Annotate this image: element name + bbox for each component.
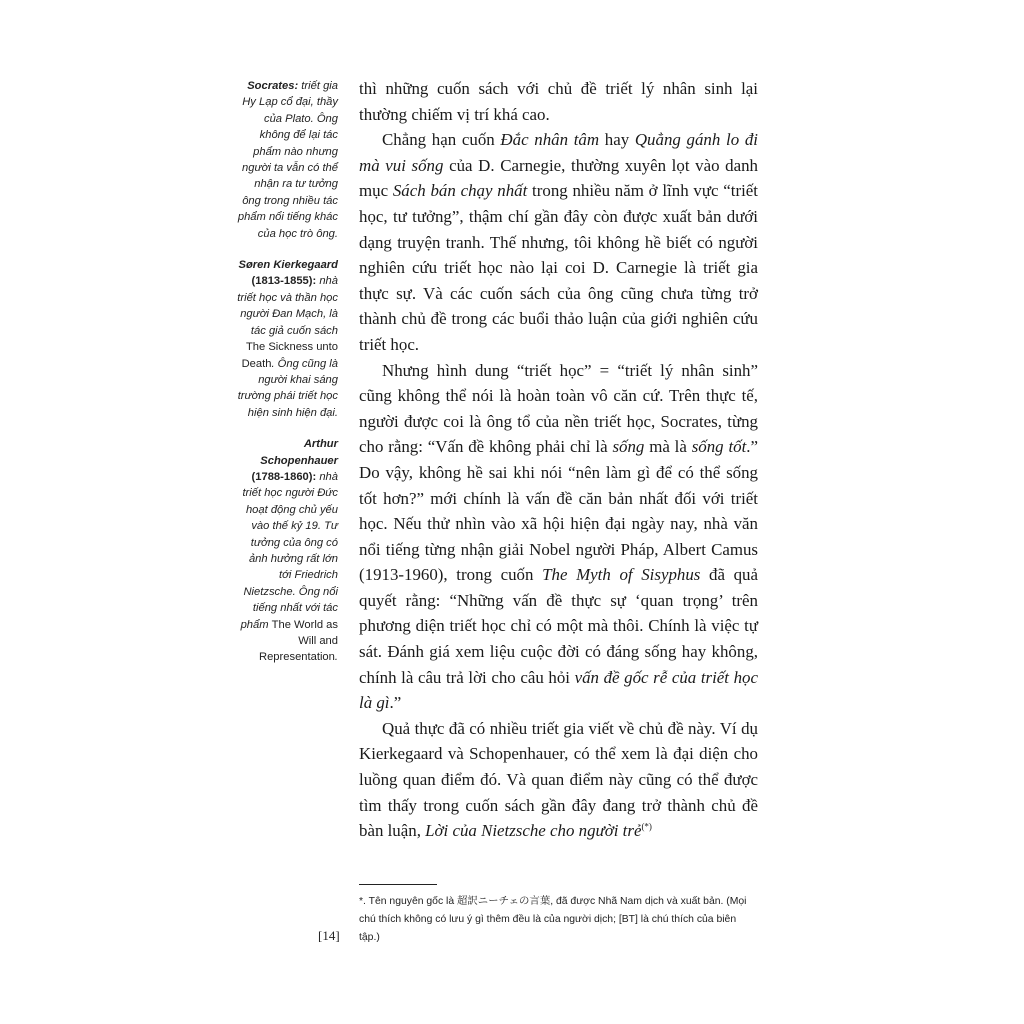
paragraph-text: sống tốt bbox=[691, 437, 747, 457]
margin-note bbox=[236, 257, 338, 421]
margin-note bbox=[236, 436, 338, 666]
paragraph-text: Quẳng gánh lo đi mà vui sống bbox=[359, 130, 758, 175]
margin-note-text: The World as Will and Representation bbox=[259, 618, 338, 664]
paragraph-text: .” bbox=[389, 693, 402, 713]
margin-note-years: (1788-1860): bbox=[251, 470, 317, 483]
margin-note-text: . bbox=[334, 651, 338, 664]
footnote: *. Tên nguyên gốc là 超訳ニーチェの言葉, đã được Nhã Nam dịch và xuất bản. (Mọi chú thích không có lưu ý gì thêm đều là của người dịch; [BT] là chú thích của biên tập.) bbox=[359, 896, 747, 943]
margin-note-name: Søren Kierkegaard bbox=[238, 259, 338, 272]
paragraph-text: mà là bbox=[644, 437, 692, 457]
paragraph-text: Quả thực đã có nhiều triết gia viết về chủ đề này. Ví dụ Kierkegaard và Schopenhauer, có thể xem là đại diện cho luồng quan điểm đó. Và quan điểm này cũng có thể được tìm thấy trong cuốn sách gần đây đang trở thành chủ đề bàn luận, bbox=[359, 718, 758, 841]
footnote-rule bbox=[359, 884, 437, 885]
margin-note-text: triết gia Hy Lạp cổ đại, thầy của Plato. Ông không để lại tác phẩm nào nhưng người ta vẫn có thể nhận ra tư tưởng ông trong nhiều tác phẩm nổi tiếng khác của học trò ông. bbox=[237, 80, 338, 240]
paragraph-text: thì những cuốn sách với chủ đề triết lý nhân sinh lại thường chiếm vị trí khá cao. bbox=[359, 79, 758, 124]
paragraph-text: The Myth of Sisyphus bbox=[542, 565, 701, 585]
paragraph-text: hay bbox=[599, 130, 635, 150]
paragraph bbox=[359, 76, 758, 127]
margin-note bbox=[236, 78, 338, 242]
margin-note-text: The Sickness unto Death bbox=[241, 341, 338, 370]
paragraph-text: đã quả quyết rằng: “Những vấn đề thực sự ‘quan trọng’ trên phương diện triết học chỉ có một mà thôi. Chính là việc tự sát. Đánh giá xem liệu cuộc đời có đáng sống hay không, chính là câu trả lời cho câu hỏi bbox=[359, 565, 758, 687]
margin-note-text: nhà triết học và thần học người Đan Mạch, là tác giả cuốn sách bbox=[237, 275, 338, 337]
body-text bbox=[359, 76, 758, 844]
margin-note-text: . Ông cũng là người khai sáng trường phái triết học hiện sinh hiện đại. bbox=[237, 357, 338, 419]
page-number: [14] bbox=[318, 928, 340, 943]
paragraph bbox=[359, 358, 758, 716]
paragraph bbox=[359, 716, 758, 844]
paragraph-text: của D. Carnegie, thường xuyên lọt vào danh mục bbox=[359, 155, 758, 201]
paragraph-text: Nhưng hình dung “triết học” = “triết lý nhân sinh” cũng không thể nói là hoàn toàn vô căn cứ. Trên thực tế, người được coi là ông tổ của nền triết học, Socrates, từng cho rằng: “Vấn đề không phải chỉ là bbox=[359, 360, 758, 457]
paragraph-text: Sách bán chạy nhất bbox=[392, 181, 528, 201]
paragraph-text: sống bbox=[612, 437, 645, 457]
paragraph-text: Lời của Nietzsche cho người trẻ bbox=[425, 821, 642, 841]
margin-note-name: Arthur Schopenhauer bbox=[260, 438, 338, 467]
margin-note-years: (1813-1855): bbox=[251, 275, 317, 288]
paragraph-text: Chẳng hạn cuốn bbox=[382, 130, 501, 150]
paragraph-text: Đắc nhân tâm bbox=[500, 130, 600, 150]
paragraph bbox=[359, 127, 758, 357]
margin-notes bbox=[236, 78, 338, 681]
footnote-marker: (*) bbox=[641, 821, 652, 832]
margin-note-name: Socrates: bbox=[247, 80, 299, 92]
paragraph-text: .” Do vậy, không hề sai khi nói “nên làm gì để có thể sống tốt hơn?” mới chính là vấn đề căn bản nhất đối với triết học. Nếu thử nhìn vào xã hội hiện đại ngày nay, nhà văn nổi tiếng từng nhận giải Nobel người Pháp, Albert Camus (1913-1960), trong cuốn bbox=[359, 437, 759, 585]
paragraph-text: trong nhiều năm ở lĩnh vực “triết học, tư tưởng”, thậm chí gần đây còn được xuất bản dưới dạng truyện tranh. Thế nhưng, tôi không hề biết có người nghiên cứu triết học nào lại coi D. Carnegie là triết gia thực sự. Và các cuốn sách của ông cũng chưa từng trở thành chủ đề trong các buổi thảo luận của giới nghiên cứu triết học. bbox=[359, 181, 758, 354]
paragraph-text: vấn đề gốc rễ của triết học là gì bbox=[359, 667, 758, 713]
margin-note-text: nhà triết học người Đức hoạt động chủ yếu vào thế kỷ 19. Tư tưởng của ông có ảnh hưởng rất lớn tới Friedrich Nietzsche. Ông nổi tiếng nhất với tác phẩm bbox=[240, 470, 338, 631]
